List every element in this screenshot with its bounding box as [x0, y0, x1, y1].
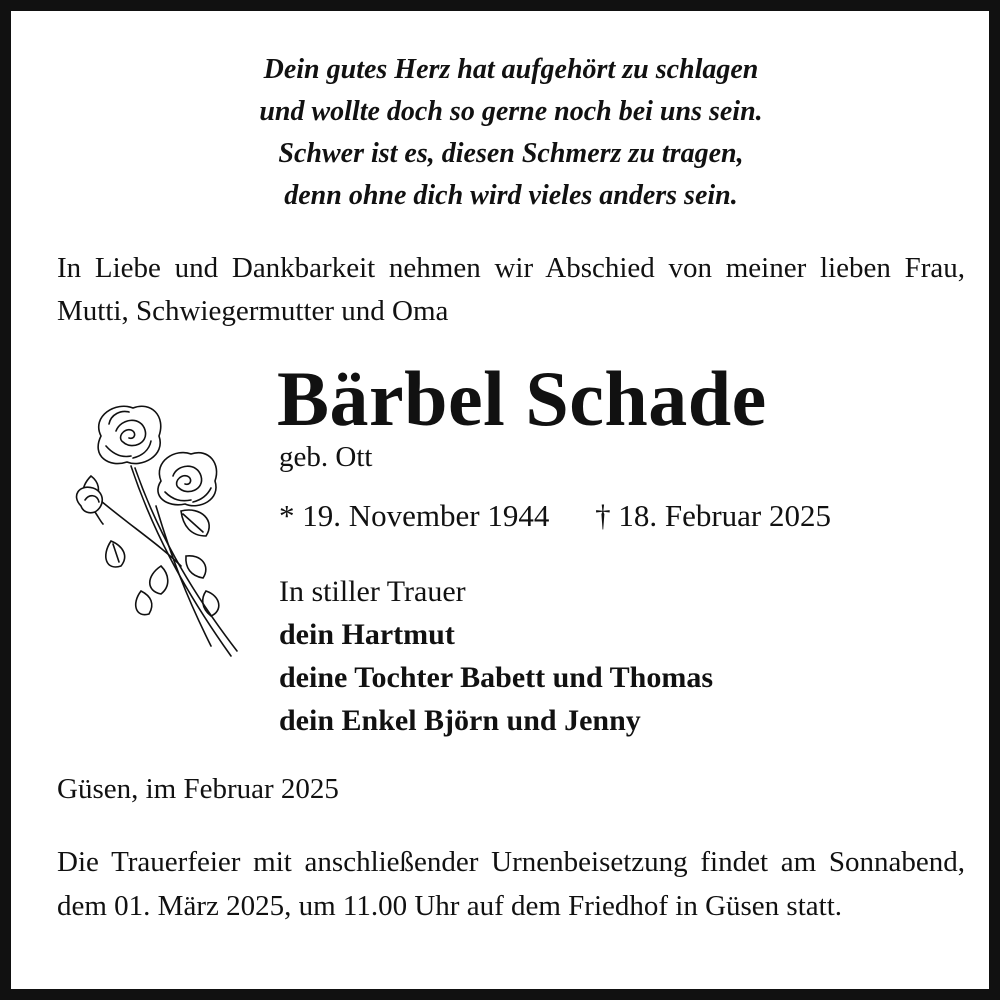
birth-date: * 19. November 1944: [279, 498, 550, 533]
maiden-name: geb. Ott: [279, 441, 373, 473]
poem-line: und wollte doch so gerne noch bei uns sein.: [259, 96, 763, 127]
life-dates: [279, 497, 831, 535]
mourners: [279, 570, 713, 742]
poem-line: Schwer ist es, diesen Schmerz zu tragen,: [278, 138, 744, 169]
mourner-line: deine Tochter Babett und Thomas: [279, 661, 713, 694]
poem-line: Dein gutes Herz hat aufgehört zu schlagen: [263, 54, 759, 85]
place-date: Güsen, im Februar 2025: [57, 773, 339, 805]
deceased-name: Bärbel Schade: [277, 355, 767, 442]
death-date: † 18. Februar 2025: [595, 498, 831, 533]
funeral-notice: Die Trauerfeier mit anschließender Urnenbeisetzung findet am Sonnabend, dem 01. März 2025, um 11.00 Uhr auf dem Friedhof in Güsen statt.: [57, 846, 965, 922]
intro-text: In Liebe und Dankbarkeit nehmen wir Abschied von meiner lieben Frau, Mutti, Schwiegermutter und Oma: [57, 252, 965, 327]
mourners-heading: In stiller Trauer: [279, 575, 466, 608]
mourner-line: dein Hartmut: [279, 618, 455, 651]
poem: [71, 49, 951, 217]
poem-line: denn ohne dich wird vieles anders sein.: [284, 180, 738, 211]
mourner-line: dein Enkel Björn und Jenny: [279, 704, 641, 737]
roses-icon: [61, 396, 251, 676]
